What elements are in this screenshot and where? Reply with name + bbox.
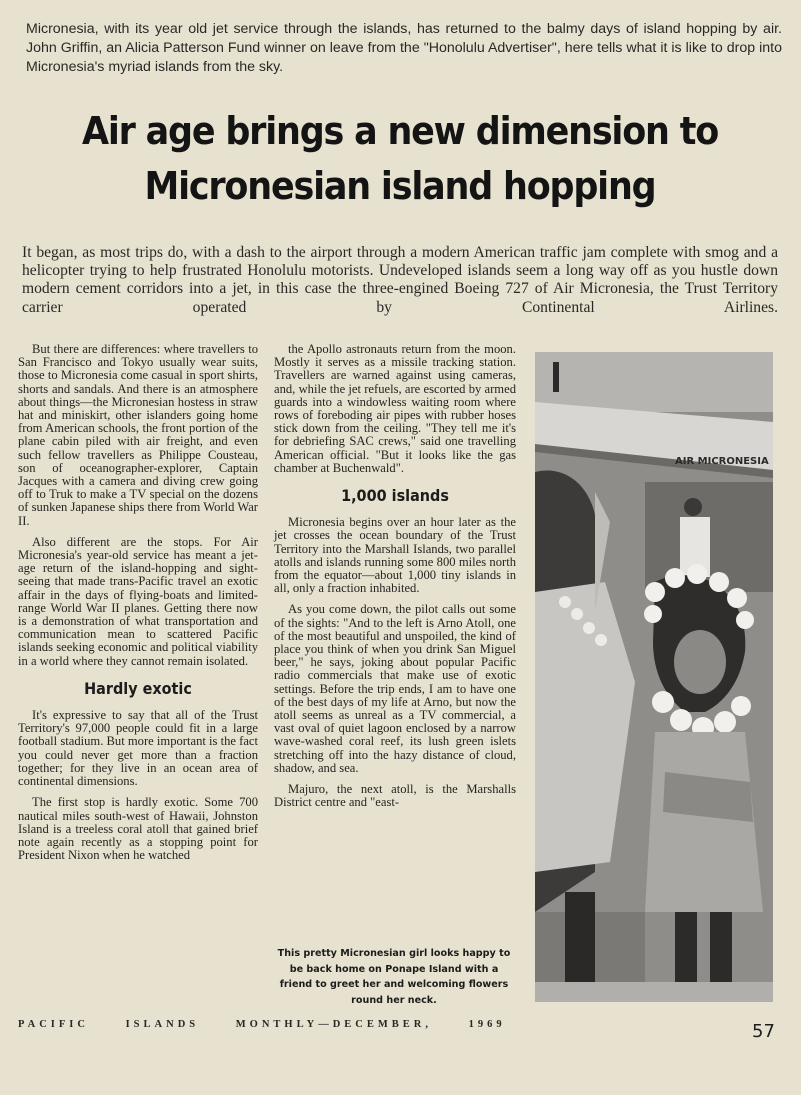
- paragraph: Majuro, the next atoll, is the Marshalls District centre and "east-: [274, 782, 516, 810]
- paragraph: the Apollo astronauts return from the moon. Mostly it serves as a missile tracking station. Travellers are warned against using cameras, and, while the jet refuels, are escorted by armed guards into a windowless waiting room where rows of foreboding air pipes with rubber hoses stick down from the ceiling. "They tell me it's for debriefing SAC crews," said one travelling American official. "But it looks like the gas chamber at Buchenwald".: [274, 342, 516, 475]
- intro-paragraph: Micronesia, with its year old jet service through the islands, has returned to the balmy days of island hopping by air. John Griffin, an Alicia Patterson Fund winner on leave from the "Honolulu Advertiser", here tells what it is like to drop into Micronesia's myriad islands from the sky.: [26, 21, 782, 75]
- lede-paragraph: It began, as most trips do, with a dash to the airport through a modern American traffic jam complete with smog and a helicopter trying to help frustrated Honolulu motorists. Undeveloped islands seem a long way off as you hustle down modern cement corridors into a jet, in this case the three-engined Boeing 727 of Air Micronesia, the Trust Territory carrier operated by Continental Airlines.: [22, 244, 778, 316]
- article-column-1: [18, 343, 258, 870]
- footer-running-title: PACIFIC ISLANDS MONTHLY—DECEMBER, 1969: [18, 1019, 506, 1030]
- paragraph: The first stop is hardly exotic. Some 700 nautical miles south-west of Hawaii, Johnston Island is a treeless coral atoll that gained brief note again recently as a stopping point for President Nixon when he watched: [18, 795, 258, 863]
- headline: [69, 104, 731, 214]
- page-number: 57: [752, 1021, 775, 1042]
- headline-line-1: Air age brings a new dimension to: [81, 109, 719, 153]
- headline-line-2: Micronesian island hopping: [144, 164, 656, 208]
- paragraph: As you come down, the pilot calls out some of the sights: "And to the left is Arno Atoll, one of the most beautiful and unspoiled, the kind of place you think of when you drink San Miguel beer," he says, joking about popular Pacific radio commercials that make use of exotic settings. Before the trip ends, I am to have one of the best days of my life at Arno, but now the atoll seems as unreal as a TV commercial, a vast oval of quiet lagoon enclosed by a narrow wave-washed coral reef, its lush green islets stretching off into the hazy distance of cloud, shadow, and sea.: [274, 602, 516, 775]
- photo-caption: This pretty Micronesian girl looks happy to be back home on Ponape Island with a friend to greet her and welcoming flowers round her neck.: [277, 948, 511, 1006]
- subhead-hardly-exotic: Hardly exotic: [84, 678, 192, 698]
- paragraph: Micronesia begins over an hour later as the jet crosses the ocean boundary of the Trust Territory into the Marshall Islands, two parallel atolls and islands running some 800 miles north from the equator—about 1,000 tiny islands in all, only a fraction inhabited.: [274, 515, 516, 596]
- subhead-1000-islands: 1,000 islands: [341, 486, 449, 506]
- plane-text: AIR MICRONESIA: [675, 456, 769, 467]
- paragraph: It's expressive to say that all of the Trust Territory's 97,000 people could fit in a large football stadium. But more important is the fact you could never get more than a fraction together; for they live in an ocean area of continental dimensions.: [18, 708, 258, 789]
- paragraph: Also different are the stops. For Air Micronesia's year-old service has meant a jet-age return of the island-hopping and sight-seeing that made trans-Pacific travel an exotic affair in the days of flying-boats and limited-range World War II planes. Getting there now is a demonstration of what transportation and communication mean to scattered Pacific islands seeking economic and political viability in a world where they cannot remain isolated.: [18, 534, 258, 668]
- article-column-2: [274, 343, 516, 818]
- photo-girl-with-lei: [535, 352, 773, 1002]
- photo-illustration: [535, 352, 773, 1002]
- paragraph: But there are differences: where travellers to San Francisco and Tokyo usually wear suits, those to Micronesia come casual in sport shirts, shorts and sandals. And there is an atmosphere about things—the Micronesian hostess in straw hat and miniskirt, other islanders going home from American schools, the front portion of the plane cabin piled with air freight, and even such fellow travellers as Philippe Cousteau, son of oceanographer-explorer, Captain Jacques with a camera and diving crew going off to Truk to make a TV special on the dozens of sunken Japanese ships there from World War II.: [18, 342, 258, 528]
